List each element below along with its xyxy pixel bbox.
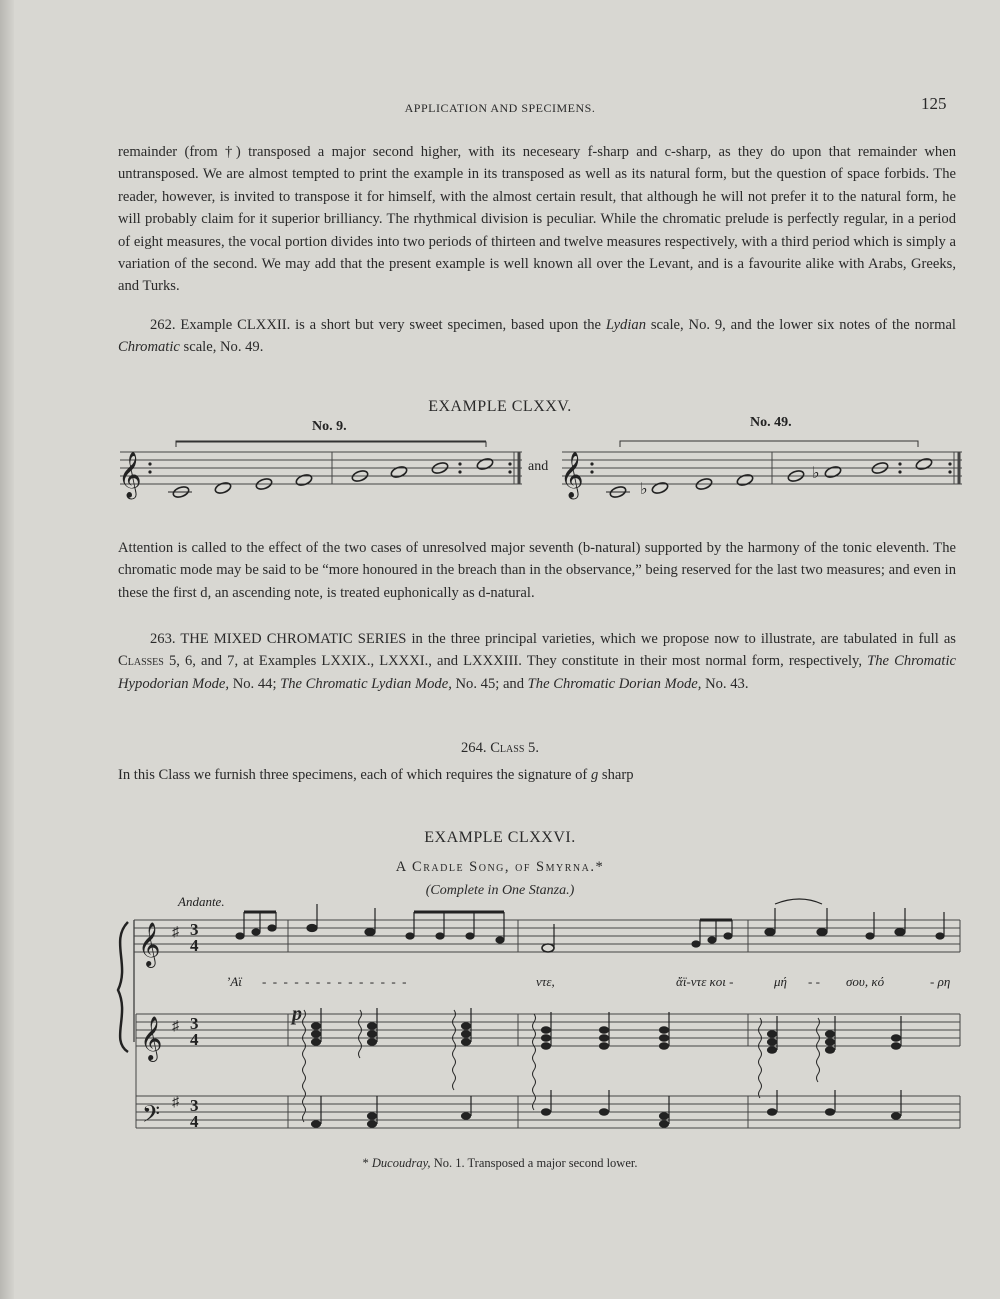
svg-text:ἄϊ-ντε κοι -: ἄϊ-ντε κοι - — [676, 974, 734, 989]
cradle-song-subtitle: A Cradle Song, of Smyrna.* — [395, 859, 605, 875]
voice-staff — [134, 920, 960, 952]
svg-text:μή: μή — [774, 974, 787, 989]
running-title: APPLICATION AND SPECIMENS. — [404, 101, 596, 115]
svg-text:ντε,: ντε, — [536, 974, 555, 989]
svg-text:4: 4 — [190, 1030, 199, 1049]
paragraph-attention: Attention is called to the effect of the two cases of unresolved major seventh (b-natural) supported by the harmony of the tonic eleventh. The chromatic mode may be said to be “more honoured in the breach than in the observance,” being reserved for the last two measures; and even in these the first d, an ascending note, is treated euphonically as d-natural. — [118, 540, 956, 601]
and-connector: and — [528, 459, 549, 474]
svg-text:𝄞: 𝄞 — [140, 1018, 163, 1060]
treble-clef-right: 𝄞 — [560, 452, 584, 497]
voice-time-bottom: 4 — [190, 936, 199, 955]
footnote: * Ducoudray, No. 1. Transposed a major second lower. — [362, 1156, 638, 1170]
page-number: 125 — [921, 94, 947, 113]
svg-text:𝄢: 𝄢 — [142, 1102, 161, 1133]
paragraph-263: 263. THE MIXED CHROMATIC SERIES in the three principal varieties, which we propose now to illustrate, are tabulated in full as Classes 5, 6, and 7, at Examples LXXIX., LXXXI., and LXXXIII. They constitute in their most normal form, respectively, The Chromatic Hypodorian Mode, No. 44; The Chromatic Lydian Mode, No. 45; and The Chromatic Dorian Mode, No. 43. — [118, 631, 957, 692]
treble-clef-left: 𝄞 — [118, 452, 142, 497]
section-264-heading: 264. Class 5. — [461, 740, 539, 756]
svg-text:♭: ♭ — [640, 481, 648, 498]
svg-text:3: 3 — [190, 1096, 199, 1115]
svg-text:♯: ♯ — [172, 1095, 179, 1110]
arpeggio-marks — [303, 1010, 820, 1122]
example-clxxv-staves — [0, 410, 1000, 520]
stanza-note: (Complete in One Stanza.) — [425, 883, 575, 898]
tempo-andante: Andante. — [178, 894, 225, 909]
svg-text:♯: ♯ — [172, 925, 179, 940]
staff-left — [120, 452, 522, 484]
example-clxxvi-score — [0, 890, 1000, 1150]
label-no-49: No. 49. — [750, 415, 792, 430]
dynamic-piano: p — [292, 1003, 302, 1025]
svg-text:♭: ♭ — [812, 465, 820, 482]
notes-right — [606, 457, 933, 499]
svg-text:4: 4 — [190, 1112, 199, 1131]
svg-text:- -: - - — [808, 974, 820, 989]
paragraph-class-5: In this Class we furnish three specimens, each of which requires the signature of g sharp — [118, 767, 634, 783]
example-clxxvi-title: EXAMPLE CLXXVI. — [424, 829, 576, 846]
svg-text:’Αϊ: ’Αϊ — [226, 974, 242, 989]
svg-text:- - - - - - - - - - - - - -: - - - - - - - - - - - - - - — [262, 974, 409, 989]
voice-time-top: 3 — [190, 920, 199, 939]
staff-right — [562, 452, 962, 484]
paragraph-262: 262. Example CLXXII. is a short but very sweet specimen, based upon the Lydian scale, No. 9, and the lower six notes of the normal Chromatic scale, No. 49. — [118, 317, 956, 356]
svg-text:♯: ♯ — [172, 1019, 179, 1034]
lyrics — [226, 974, 950, 989]
svg-text:𝄞: 𝄞 — [138, 924, 161, 966]
paragraph-continuation: remainder (from †) transposed a major second higher, with its neceseary f-sharp and c-sharp, as they do upon that remainder when untransposed. We are almost tempted to print the example in its transposed as well as its natural form, but the question of space forbids. The reader, however, is invited to transpose it for himself, with the almost certain result, that although he will not prefer it to the natural form, he will probably claim for it superior brilliancy. The rhythmical division is peculiar. While the chromatic prelude is perfectly regular, in a period of eight measures, the vocal portion divides into two periods of thirteen and twelve measures respectively, with a third period which is simply a variation of the second. We may add that the present example is well known all over the Levant, and is a favourite alike with Arabs, Greeks, and Turks. — [118, 144, 956, 295]
svg-text:- ρη: - ρη — [930, 974, 951, 989]
notes-left — [168, 457, 494, 499]
example-clxxv-title: EXAMPLE CLXXV. — [428, 398, 572, 415]
svg-text:3: 3 — [190, 1014, 199, 1033]
svg-text:σου, κό: σου, κό — [846, 974, 885, 989]
label-no-9: No. 9. — [312, 419, 347, 434]
